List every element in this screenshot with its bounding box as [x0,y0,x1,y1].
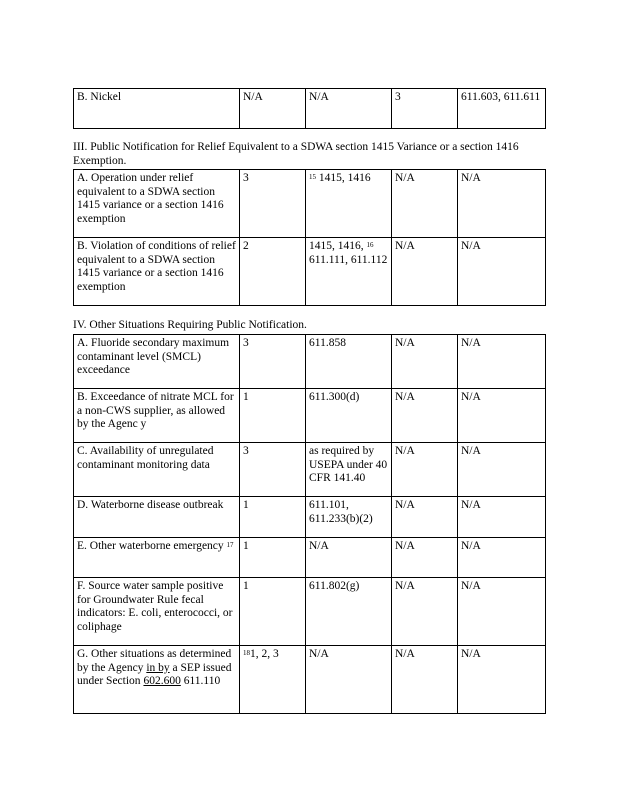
section-4-table [73,334,546,714]
tier-text: 1, 2, 3 [250,648,279,660]
table-row [74,389,546,443]
col5-cell: N/A [458,578,546,646]
item-cell: C. Availability of unregulated contaminant monitoring data [74,443,240,497]
item-cell: A. Fluoride secondary maximum contaminant level (SMCL) exceedance [74,335,240,389]
footnote-marker: 18 [243,649,250,657]
tier-cell: 1 [240,578,306,646]
tier-cell: 2 [240,238,306,306]
table-row [74,578,546,646]
col5-cell: N/A [458,443,546,497]
section-3-heading: III. Public Notification for Relief Equivalent to a SDWA section 1415 Variance or a section 1416 Exemption. [73,141,519,167]
section-4-heading: IV. Other Situations Requiring Public Notification. [73,319,307,331]
item-text-underlined: in by [146,661,170,674]
col4-cell: N/A [392,497,458,538]
item-text: G. Other situations as determined by the Agency [77,648,232,674]
col4-cell: N/A [392,170,458,238]
item-text-underlined: 602.600 [143,675,181,688]
table-row [74,538,546,578]
col5-cell: N/A [458,238,546,306]
col4-cell: N/A [392,443,458,497]
footnote-marker: 17 [226,541,234,549]
table-row [74,497,546,538]
tier-cell: 1 [240,497,306,538]
footnote-marker: 15 [309,173,316,181]
item-cell: B. Exceedance of nitrate MCL for a non-CWS supplier, as allowed by the Agenc y [74,389,240,443]
item-text: a SEP issued under Section [77,661,232,688]
col4-cell: N/A [392,646,458,714]
citation-cell: as required by USEPA under 40 CFR 141.40 [306,443,392,497]
tier-cell [240,646,306,714]
col5-cell: N/A [458,170,546,238]
tier-cell: 3 [240,170,306,238]
col5-cell: N/A [458,646,546,714]
table-row [74,89,546,129]
item-text: 611.110 [180,675,221,688]
citation-text: 611.111, 611.112 [309,253,388,266]
table-row [74,443,546,497]
col4-cell: N/A [392,538,458,578]
tier-cell: 3 [240,443,306,497]
col4-cell: N/A [392,578,458,646]
item-cell: A. Operation under relief equivalent to a SDWA section 1415 variance or a section 1416 exemption [74,170,240,238]
citation-cell: N/A [306,538,392,578]
citation-cell [306,170,392,238]
col5-cell: 611.603, 611.611 [458,89,546,129]
table-row [74,335,546,389]
item-cell [74,538,240,578]
citation-cell: N/A [306,89,392,129]
footnote-marker: 16 [366,241,374,249]
item-cell [74,646,240,714]
item-cell: B. Nickel [74,89,240,129]
col5-cell: N/A [458,497,546,538]
item-text: E. Other waterborne emergency [77,540,224,552]
item-cell: B. Violation of conditions of relief equivalent to a SDWA section 1415 variance or a section 1416 exemption [74,238,240,306]
tier-cell: 3 [240,335,306,389]
table-row [74,238,546,306]
citation-text: 1415, 1416 [316,172,371,184]
citation-cell: N/A [306,646,392,714]
citation-cell [306,238,392,306]
tier-cell: 1 [240,389,306,443]
citation-text: 1415, 1416, [309,240,367,252]
item-cell: F. Source water sample positive for Groundwater Rule fecal indicators: E. coli, enterococci, or coliphage [74,578,240,646]
citation-cell: 611.802(g) [306,578,392,646]
col5-cell: N/A [458,335,546,389]
col5-cell: N/A [458,389,546,443]
col4-cell: N/A [392,335,458,389]
nickel-table [73,88,546,129]
col4-cell: 3 [392,89,458,129]
section-3-table [73,169,546,306]
tier-cell: 1 [240,538,306,578]
tier-cell: N/A [240,89,306,129]
citation-cell: 611.300(d) [306,389,392,443]
item-cell: D. Waterborne disease outbreak [74,497,240,538]
table-row [74,170,546,238]
citation-cell: 611.858 [306,335,392,389]
col4-cell: N/A [392,238,458,306]
col4-cell: N/A [392,389,458,443]
col5-cell: N/A [458,538,546,578]
citation-cell: 611.101, 611.233(b)(2) [306,497,392,538]
table-row [74,646,546,714]
